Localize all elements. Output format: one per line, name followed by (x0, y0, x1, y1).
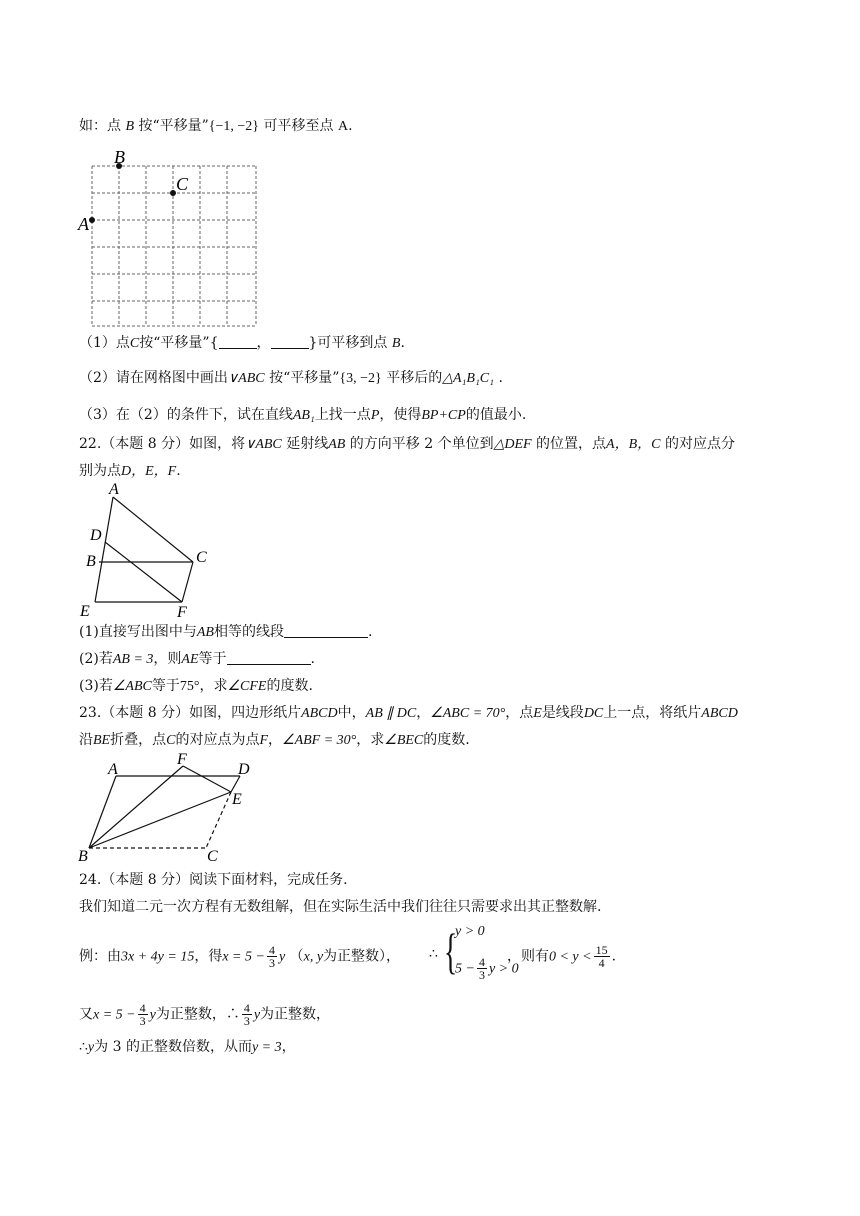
q22-part3 (79, 676, 313, 697)
q22-header-c: 的方向平移 2 个单位到 (349, 436, 494, 452)
segment-df (105, 542, 182, 602)
q23-l2-c: C (166, 733, 176, 748)
q21-p2-text-b: 按“平移量” (269, 370, 340, 386)
q21-p2-tri: ∨ABC (227, 371, 265, 386)
q22-p3-d: 的度数. (266, 678, 313, 694)
q23-l1-b: 中， (337, 705, 366, 721)
l2-frac-den: 3 (139, 1014, 146, 1028)
q23-l1-ang: ∠ABC = 70° (430, 706, 506, 721)
q24-ex-b: ，得 (194, 948, 223, 965)
q22-p1-a: (1)直接写出图中与 (79, 624, 197, 640)
q22-figure (76, 480, 216, 622)
segment-cf (182, 562, 193, 602)
q22-def: △DEF (493, 437, 532, 452)
q23-label-d: D (238, 761, 250, 778)
answer-blank-2[interactable] (271, 334, 309, 349)
q24-ex-c: （ (289, 948, 304, 965)
q22-p3-target: ∠CFE (227, 679, 267, 694)
q21-p1-end: . (400, 335, 405, 351)
q21-p1-sep: ， (256, 335, 271, 351)
q22-header-d: 的位置，点 (536, 436, 607, 452)
q21-p3-text-c: ，使得 (379, 407, 422, 423)
q24-line3 (79, 1037, 296, 1058)
frac-den: 3 (268, 956, 275, 970)
sys2-a: 5 − (455, 961, 475, 977)
q21-p1-text-c: }可平移到点 (308, 335, 388, 351)
q23-l2-ang: ∠ABF = 30° (282, 733, 357, 748)
q24-l2-b: 为正整数， (155, 1006, 226, 1023)
q21-p2-text-c: 平移后的 (386, 370, 443, 386)
q23-l2-be: BE (93, 733, 111, 748)
answer-blank-3[interactable] (284, 623, 368, 638)
q23-l1-g: 上一点，将纸片 (603, 705, 702, 721)
q24-ex-eq: 3x + 4y = 15 (121, 949, 195, 965)
fraction-l2 (138, 1002, 148, 1027)
q21-part3 (79, 405, 526, 426)
sys1-text: y > 0 (455, 924, 485, 939)
q23-figure (76, 752, 276, 867)
grid-label-a: A (78, 214, 89, 234)
frac-num: 4 (268, 943, 275, 957)
q22-header-b: 延射线 (286, 436, 329, 452)
q23-l1-f: 是线段 (541, 705, 584, 721)
system-brace: { (444, 923, 458, 979)
q22-p2-a: (2)若 (79, 651, 113, 667)
q22-line2-a: 别为点 (79, 463, 121, 479)
q22-pts: A，B，C (606, 437, 661, 452)
q21-p3-expr: BP+CP (421, 408, 466, 423)
q24-ex-xy: x, y (303, 949, 324, 965)
q24-intro-text: 我们知道二元一次方程有无数组解，但在实际生活中我们往往只需要求出其正整数解. (79, 899, 602, 915)
point-a: A (337, 119, 349, 134)
q21-p3-line: AB₁ (292, 408, 315, 423)
therefore-text: ∴ (429, 946, 438, 962)
q24-l2-x: x = 5 − (93, 1007, 136, 1023)
q22-ray: AB (328, 437, 346, 452)
example-end: . (348, 118, 353, 134)
q21-p2-vector: {3, −2} (339, 371, 382, 386)
q22-header (79, 434, 735, 455)
q22-p2-eq: AB = 3 (112, 652, 154, 667)
q23-l2-b: 折叠，点 (110, 732, 167, 748)
q22-label-e: E (80, 603, 90, 620)
q24-ex-d: 为正整数）， (323, 948, 401, 965)
q21-p1-text-b: 按“平移量”{ (139, 335, 219, 351)
q22-p1-b: 相等的线段 (213, 624, 284, 640)
fraction-15-4 (594, 944, 610, 969)
q22-pts2: D，E，F (121, 464, 177, 479)
q22-p2-c: 等于 (198, 651, 227, 667)
q23-label-f: F (177, 752, 187, 768)
q24-l3-y: y (87, 1040, 95, 1055)
q23-l2-d: 的对应点为点 (175, 732, 260, 748)
example-suffix: 可平移至点 (263, 118, 334, 134)
q24-ex-end: . (611, 948, 617, 965)
q21-p1-point: C (129, 336, 140, 351)
q23-l2-g: ，求 (356, 732, 385, 748)
fraction-4-3 (267, 944, 277, 969)
q22-part1 (79, 622, 372, 643)
q23-l2-f: F (259, 733, 269, 748)
q22-p2-end: . (310, 651, 315, 667)
q24-ex-e: ，则有 (506, 948, 549, 965)
q24-l2-c: ∴ (225, 1006, 240, 1023)
q23-l2-a: 沿 (79, 732, 93, 748)
q21-p1-text-a: （1）点 (79, 335, 130, 351)
q23-label-b: B (78, 848, 88, 865)
q21-p3-text-b: 上找一点 (314, 407, 371, 423)
q23-label-e: E (232, 791, 242, 808)
q22-p1-end: . (367, 624, 373, 640)
grid-figure (76, 148, 266, 330)
answer-blank-4[interactable] (227, 650, 311, 665)
q22-label-c: C (196, 549, 207, 566)
segment-ae (95, 497, 113, 602)
answer-blank-1[interactable] (219, 334, 257, 349)
q24-l3-a: ∴ (79, 1039, 88, 1055)
segment-fe (183, 766, 231, 792)
sys-frac-den: 3 (478, 968, 485, 982)
q23-l2-bec: ∠BEC (384, 733, 424, 748)
segment-de (231, 776, 240, 792)
l2-frac-num: 4 (139, 1001, 146, 1015)
q23-l1-c: ， (416, 705, 431, 721)
q24-l3-val: y = 3 (251, 1040, 282, 1055)
q24-header (79, 870, 348, 890)
q24-l3-b: 为 3 的正整数倍数，从而 (94, 1039, 252, 1055)
q23-l1-par: AB ∥ DC (365, 706, 417, 721)
fraction-sys (477, 956, 487, 981)
q22-label-a: A (109, 481, 119, 498)
q21-part2 (79, 368, 503, 389)
q21-part1 (79, 333, 405, 354)
q22-p2-ae: AE (181, 652, 199, 667)
q24-l2-d: 为正整数， (260, 1006, 331, 1023)
q24-ex-a: 例：由 (79, 948, 121, 965)
segment-bf (89, 766, 183, 848)
q22-header-line2 (79, 461, 181, 482)
q22-p3-a: (3)若 (79, 678, 113, 694)
q24-ineq: 0 < y < (548, 949, 592, 965)
frac15-den: 4 (598, 956, 605, 970)
l2b-frac-num: 4 (243, 1001, 250, 1015)
q24-l2-y: y (149, 1007, 156, 1023)
grid-label-b: B (114, 148, 125, 167)
q23-l2-e: ， (268, 732, 283, 748)
q23-l1-abcd2: ABCD (701, 706, 738, 721)
point-b: B (125, 119, 135, 134)
q24-line2 (79, 1002, 330, 1027)
q21-p3-text-a: （3）在（2）的条件下，试在直线 (79, 407, 293, 423)
grid-label-c: C (176, 174, 189, 194)
q23-label-a: A (108, 761, 118, 778)
q22-label-d: D (90, 527, 102, 544)
example-mid: 按“平移量” (138, 118, 209, 134)
q23-l1-d: ，点 (505, 705, 534, 721)
q23-l2-h: 的度数. (423, 732, 470, 748)
sys-frac-num: 4 (478, 955, 485, 969)
fraction-l2b (242, 1002, 252, 1027)
l2b-frac-den: 3 (243, 1014, 250, 1028)
frac15-num: 15 (595, 943, 608, 957)
grid-lines (92, 166, 256, 326)
q21-p2-result: △A₁B₁C₁ (442, 371, 495, 386)
q22-p3-val: 75° (179, 679, 200, 694)
q23-l1-dc: DC (583, 706, 604, 721)
q21-p3-text-d: 的值最小. (465, 407, 527, 423)
q24-example-line (79, 944, 616, 969)
point-a-dot (89, 217, 95, 223)
q24-l3-c: ， (281, 1039, 296, 1055)
q23-l1-abcd: ABCD (301, 706, 338, 721)
q22-p3-b: 等于 (151, 678, 180, 694)
system-line-1 (455, 922, 485, 942)
example-line (79, 116, 353, 137)
q21-p1-target: B (391, 336, 401, 351)
q23-line2 (79, 730, 470, 751)
q22-header-a: 22.（本题 8 分）如图，将 (79, 436, 246, 452)
q24-header-text: 24.（本题 8 分）阅读下面材料，完成任务. (79, 872, 348, 888)
q21-p2-end: . (498, 370, 503, 386)
q22-label-f: F (177, 604, 187, 621)
q24-ex-x: x = 5 − (222, 949, 265, 965)
q21-p3-p: P (370, 408, 380, 423)
q23-line1 (79, 703, 738, 724)
q24-ex-y: y (278, 949, 286, 965)
q22-p3-angle: ∠ABC (112, 679, 152, 694)
q22-p1-ab: AB (196, 625, 214, 640)
vector: {−1, −2} (208, 119, 260, 134)
sys2-b: y > 0 (488, 961, 519, 977)
system-line-2 (455, 956, 519, 981)
q23-l1-e: E (533, 706, 542, 721)
q21-p2-text-a: （2）请在网格图中画出 (79, 370, 228, 386)
q22-p2-b: ，则 (153, 651, 182, 667)
q22-part2 (79, 649, 315, 670)
q24-intro (79, 897, 601, 917)
q22-tri: ∨ABC (245, 437, 282, 452)
q22-label-b: B (86, 553, 96, 570)
example-prefix: 如：点 (79, 118, 121, 134)
segment-ab (89, 776, 116, 848)
q22-p3-c: ，求 (199, 678, 228, 694)
q22-header-e: 的对应点分 (664, 436, 735, 452)
q22-line2-b: . (176, 463, 181, 479)
segment-ac (113, 497, 193, 562)
therefore-symbol (429, 944, 438, 964)
q24-l2-y2: y (253, 1007, 261, 1023)
q24-l2-a: 又 (79, 1006, 93, 1023)
q23-label-c: C (207, 848, 218, 865)
q23-l1-a: 23.（本题 8 分）如图，四边形纸片 (79, 705, 302, 721)
